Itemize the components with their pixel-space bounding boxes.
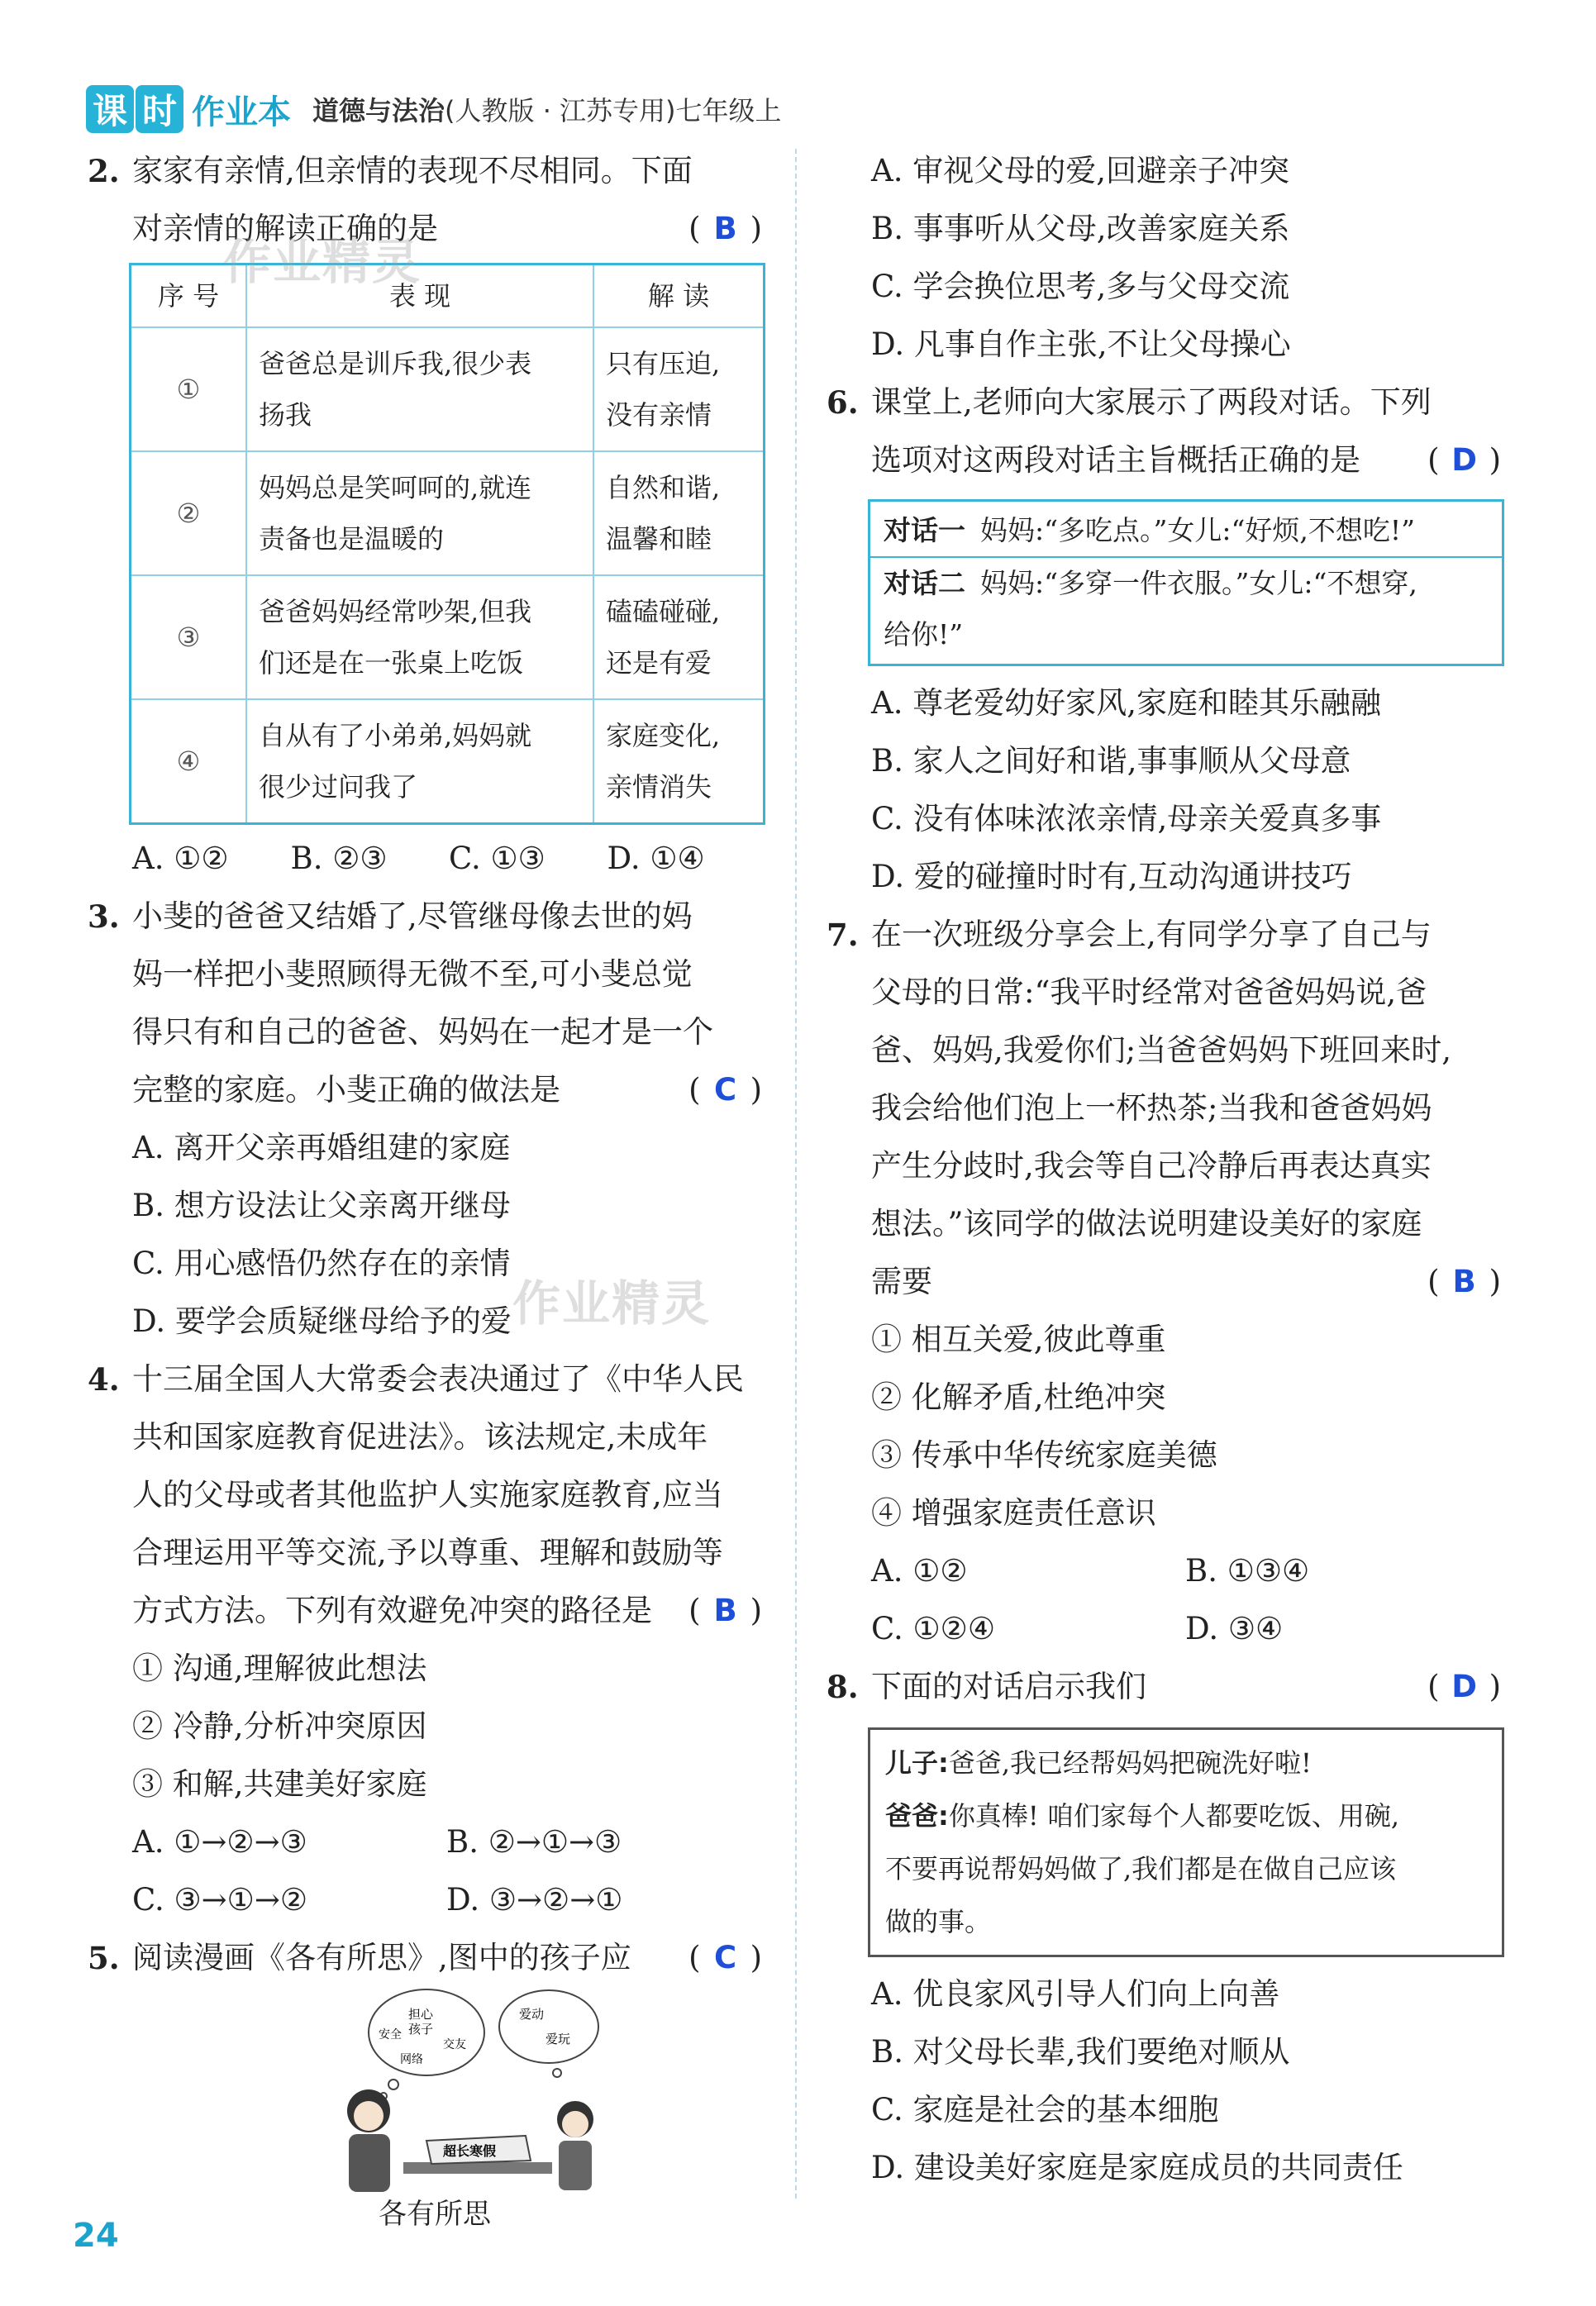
question-stem: 在一次班级分享会上,有同学分享了自己与 xyxy=(871,917,1432,952)
option-c[interactable]: C. 学会换位思考,多与父母交流 xyxy=(871,269,1290,304)
row-interpretation xyxy=(593,699,765,824)
paren-open: ( xyxy=(688,1072,701,1108)
option-b[interactable]: B. 对父母长辈,我们要绝对顺从 xyxy=(871,2034,1290,2070)
dialog-line xyxy=(885,1737,1487,1789)
logo-char-1: 课 xyxy=(86,85,134,133)
dialog-line: 做的事。 xyxy=(885,1906,992,1937)
option-b[interactable]: B. ①③④ xyxy=(1185,1553,1310,1589)
table-header: 表 现 xyxy=(246,264,593,328)
dialog-label: 儿子: xyxy=(885,1747,949,1779)
dialog-line xyxy=(884,558,1489,609)
answer-slot xyxy=(688,1061,762,1119)
answer-slot xyxy=(1427,431,1501,489)
child-face xyxy=(562,2111,588,2137)
desc-line: 爸爸妈妈经常吵架,但我 xyxy=(259,596,532,627)
question-stem: 得只有和自己的爸爸、妈妈在一起才是一个 xyxy=(132,1014,713,1050)
question-stem: 想法。”该同学的做法说明建设美好的家庭 xyxy=(871,1206,1422,1241)
row-interpretation xyxy=(593,327,765,451)
question-6 xyxy=(827,374,1504,489)
interp-line: 还是有爱 xyxy=(606,647,712,679)
question-number: 8. xyxy=(827,1669,859,1705)
question-stem: 阅读漫画《各有所思》,图中的孩子应 xyxy=(132,1940,631,1975)
option-d[interactable]: D. 爱的碰撞时时有,互动沟通讲技巧 xyxy=(871,859,1352,894)
bubble-word: 孩子 xyxy=(408,2022,434,2037)
dialog-line: 不要再说帮妈妈做了,我们都是在做自己应该 xyxy=(885,1853,1397,1884)
option-b[interactable]: B. 家人之间好和谐,事事顺从父母意 xyxy=(871,743,1351,779)
paren-open: ( xyxy=(688,1593,701,1628)
option-c[interactable]: C. ①③ xyxy=(449,841,545,876)
question-2 xyxy=(88,142,765,258)
option-c[interactable]: C. ①②④ xyxy=(871,1611,996,1646)
table-row xyxy=(131,451,765,575)
option-c[interactable]: C. 用心感悟仍然存在的亲情 xyxy=(132,1246,511,1281)
paren-close: ) xyxy=(750,1072,762,1108)
question-number: 2. xyxy=(88,153,120,189)
option-d[interactable]: D. 建设美好家庭是家庭成员的共同责任 xyxy=(871,2150,1403,2185)
desc-line: 很少过问我了 xyxy=(259,771,418,803)
option-d[interactable]: D. ③④ xyxy=(1185,1611,1284,1646)
answer-letter: B xyxy=(713,1593,737,1628)
desc-line: 扬我 xyxy=(259,399,312,431)
question-number: 6. xyxy=(827,384,859,421)
answer-letter: D xyxy=(1451,1669,1477,1704)
paren-open: ( xyxy=(688,211,701,246)
logo-char-2: 时 xyxy=(136,85,183,133)
options-row xyxy=(88,830,765,888)
question-4 xyxy=(88,1351,765,1640)
comic-illustration xyxy=(336,1987,617,2194)
dialog-label: 对话一 xyxy=(884,514,965,546)
question-stem: 我会给他们泡上一杯热茶;当我和爸爸妈妈 xyxy=(871,1090,1432,1126)
table-header: 序 号 xyxy=(131,264,247,328)
interp-line: 自然和谐, xyxy=(606,472,721,503)
statement-item: ① 沟通,理解彼此想法 xyxy=(132,1651,427,1686)
page-header xyxy=(86,83,782,136)
dialog-line: 给你!” xyxy=(884,618,964,650)
answer-slot xyxy=(688,200,762,258)
question-stem: 家家有亲情,但亲情的表现不尽相同。下面 xyxy=(132,153,693,188)
dialog-line xyxy=(885,1789,1487,1842)
interp-line: 只有压迫, xyxy=(606,348,721,379)
answer-slot xyxy=(688,1929,762,1987)
answer-letter: D xyxy=(1451,442,1477,478)
statement-item: ④ 增强家庭责任意识 xyxy=(871,1495,1156,1531)
question-number: 3. xyxy=(88,898,120,935)
question-stem: 完整的家庭。小斐正确的做法是 xyxy=(132,1072,560,1108)
row-number: ③ xyxy=(131,575,247,699)
row-description xyxy=(246,699,593,824)
question-stem: 十三届全国人大常委会表决通过了《中华人民 xyxy=(132,1361,744,1397)
answer-letter: C xyxy=(713,1072,737,1108)
question-stem: 爸、妈妈,我爱你们;当爸爸妈妈下班回来时, xyxy=(871,1032,1451,1068)
question-stem: 人的父母或者其他监护人实施家庭教育,应当 xyxy=(132,1477,723,1513)
paren-close: ) xyxy=(750,1940,762,1975)
desc-line: 责备也是温暖的 xyxy=(259,523,445,555)
options-row xyxy=(827,1542,1504,1600)
bubble-dot xyxy=(553,2069,561,2077)
page-number: 24 xyxy=(73,2217,119,2255)
question-number: 4. xyxy=(88,1361,120,1398)
edition-text: (人教版 · 江苏专用)七年级上 xyxy=(445,95,782,126)
paren-open: ( xyxy=(1427,1669,1440,1704)
question-stem: 对亲情的解读正确的是 xyxy=(132,211,438,246)
answer-slot xyxy=(688,1582,762,1640)
dialog-box xyxy=(868,499,1504,666)
question-stem: 下面的对话启示我们 xyxy=(871,1669,1146,1704)
subject-name: 道德与法治 xyxy=(312,95,445,126)
paren-close: ) xyxy=(750,211,762,246)
comic-drawing xyxy=(336,1987,617,2194)
question-8 xyxy=(827,1658,1504,1716)
bubble-word: 爱玩 xyxy=(545,2032,571,2046)
question-stem: 妈一样把小斐照顾得无微不至,可小斐总觉 xyxy=(132,956,693,992)
paren-close: ) xyxy=(1489,442,1501,478)
question-3 xyxy=(88,888,765,1119)
interp-line: 磕磕碰碰, xyxy=(606,596,721,627)
interp-line: 没有亲情 xyxy=(606,399,712,431)
row-number: ① xyxy=(131,327,247,451)
question-7 xyxy=(827,906,1504,1311)
answer-letter: B xyxy=(1452,1264,1476,1299)
question-stem: 方式方法。下列有效避免冲突的路径是 xyxy=(132,1593,652,1628)
statement-item: ③ 和解,共建美好家庭 xyxy=(132,1766,427,1802)
table-top xyxy=(403,2162,552,2174)
column-divider xyxy=(795,149,797,2199)
bubble-word: 担心 xyxy=(408,2007,434,2022)
mother-face xyxy=(354,2101,384,2131)
table-row xyxy=(131,327,765,451)
logo-text: 作业本 xyxy=(192,93,292,131)
dialog-line xyxy=(884,505,1489,556)
question-stem: 课堂上,老师向大家展示了两段对话。下列 xyxy=(871,384,1432,420)
row-description xyxy=(246,575,593,699)
option-d[interactable]: D. ③→②→① xyxy=(446,1882,623,1918)
desc-line: 自从有了小弟弟,妈妈就 xyxy=(259,720,532,751)
option-b[interactable]: B. ②→①→③ xyxy=(446,1824,622,1860)
option-a[interactable]: A. ①② xyxy=(871,1553,968,1589)
option-c[interactable]: C. 家庭是社会的基本细胞 xyxy=(871,2092,1219,2127)
option-a[interactable]: A. 尊老爱幼好家风,家庭和睦其乐融融 xyxy=(871,685,1382,721)
desc-line: 爸爸总是训斥我,很少表 xyxy=(259,348,532,379)
question-stem: 选项对这两段对话主旨概括正确的是 xyxy=(871,442,1360,478)
dialog-text: 爸爸,我已经帮妈妈把碗洗好啦! xyxy=(948,1747,1312,1779)
option-b[interactable]: B. ②③ xyxy=(290,841,388,876)
question-5 xyxy=(88,1929,765,1987)
question-stem: 产生分歧时,我会等自己冷静后再表达真实 xyxy=(871,1148,1432,1184)
mother-body xyxy=(349,2134,390,2192)
watermark: 作业精灵 xyxy=(512,1275,712,1332)
dialog-text: 你真棒! 咱们家每个人都要吃饭、用碗, xyxy=(948,1800,1400,1832)
statement-item: ③ 传承中华传统家庭美德 xyxy=(871,1437,1217,1473)
comic-caption: 各有所思 xyxy=(379,2198,491,2231)
dialog-text: 妈妈:“多穿一件衣服。”女儿:“不想穿, xyxy=(980,567,1417,599)
row-description xyxy=(246,327,593,451)
desc-line: 妈妈总是笑呵呵的,就连 xyxy=(259,472,532,503)
bubble-word: 网络 xyxy=(400,2053,423,2066)
book-subtitle xyxy=(312,90,782,128)
thought-bubble-right xyxy=(499,1990,598,2063)
paren-close: ) xyxy=(1489,1669,1501,1704)
option-c[interactable]: C. 没有体味浓浓亲情,母亲关爱真多事 xyxy=(871,801,1382,836)
options-row xyxy=(88,1871,765,1929)
answer-slot xyxy=(1427,1253,1501,1311)
table-row xyxy=(131,699,765,824)
option-a[interactable]: A. 审视父母的爱,回避亲子冲突 xyxy=(871,153,1290,188)
question-number: 7. xyxy=(827,917,859,953)
answer-letter: B xyxy=(713,211,737,246)
bubble-word: 爱动 xyxy=(519,2007,545,2022)
row-interpretation xyxy=(593,451,765,575)
dialog-label: 爸爸: xyxy=(885,1800,949,1832)
kinship-table xyxy=(129,263,765,825)
paren-open: ( xyxy=(1427,1264,1440,1299)
paren-open: ( xyxy=(688,1940,701,1975)
statement-item: ② 冷静,分析冲突原因 xyxy=(132,1708,427,1744)
option-a[interactable]: A. ①② xyxy=(132,841,229,876)
paren-close: ) xyxy=(1489,1264,1501,1299)
dialog-box xyxy=(868,1727,1504,1957)
interp-line: 家庭变化, xyxy=(606,720,721,751)
row-description xyxy=(246,451,593,575)
option-b[interactable]: B. 事事听从父母,改善家庭关系 xyxy=(871,211,1290,246)
desc-line: 们还是在一张桌上吃饭 xyxy=(259,647,524,679)
bubble-word: 交友 xyxy=(443,2038,466,2051)
question-stem: 合理运用平等交流,予以尊重、理解和鼓励等 xyxy=(132,1535,723,1570)
bubble-word: 安全 xyxy=(379,2028,402,2042)
dialog-label: 对话二 xyxy=(884,567,965,599)
question-stem: 共和国家庭教育促进法》。该法规定,未成年 xyxy=(132,1419,708,1455)
dialog-text: 妈妈:“多吃点。”女儿:“好烦,不想吃!” xyxy=(980,514,1415,546)
question-number: 5. xyxy=(88,1940,120,1976)
row-number: ④ xyxy=(131,699,247,824)
option-d[interactable]: D. 凡事自作主张,不让父母操心 xyxy=(871,326,1291,362)
answer-letter: C xyxy=(713,1940,737,1975)
paren-open: ( xyxy=(1427,442,1440,478)
book-label: 超长寒假 xyxy=(443,2143,497,2159)
question-stem: 需要 xyxy=(871,1264,932,1299)
child-body xyxy=(559,2141,592,2190)
row-interpretation xyxy=(593,575,765,699)
statement-item: ② 化解矛盾,杜绝冲突 xyxy=(871,1379,1166,1415)
option-c[interactable]: C. ③→①→② xyxy=(132,1882,308,1918)
question-stem: 小斐的爸爸又结婚了,尽管继母像去世的妈 xyxy=(132,898,693,934)
table-header: 解 读 xyxy=(593,264,765,328)
table-row xyxy=(131,575,765,699)
options-row xyxy=(827,1600,1504,1658)
option-d[interactable]: D. 要学会质疑继母给予的爱 xyxy=(132,1303,512,1339)
option-b[interactable]: B. 想方设法让父亲离开继母 xyxy=(132,1188,511,1223)
interp-line: 温馨和睦 xyxy=(606,523,712,555)
option-a[interactable]: A. 离开父亲再婚组建的家庭 xyxy=(132,1130,511,1165)
options-row xyxy=(88,1813,765,1871)
answer-slot xyxy=(1427,1658,1501,1716)
paren-close: ) xyxy=(750,1593,762,1628)
option-a[interactable]: A. ①→②→③ xyxy=(132,1824,307,1860)
row-number: ② xyxy=(131,451,247,575)
statement-item: ① 相互关爱,彼此尊重 xyxy=(871,1322,1166,1357)
interp-line: 亲情消失 xyxy=(606,771,712,803)
watermark: 作业精灵 xyxy=(223,234,422,290)
option-d[interactable]: D. ①④ xyxy=(607,841,705,876)
left-column xyxy=(88,142,765,2235)
question-stem: 父母的日常:“我平时经常对爸爸妈妈说,爸 xyxy=(871,974,1427,1010)
option-a[interactable]: A. 优良家风引导人们向上向善 xyxy=(871,1976,1280,2012)
right-column xyxy=(827,142,1504,2197)
bubble-dot xyxy=(388,2080,398,2089)
